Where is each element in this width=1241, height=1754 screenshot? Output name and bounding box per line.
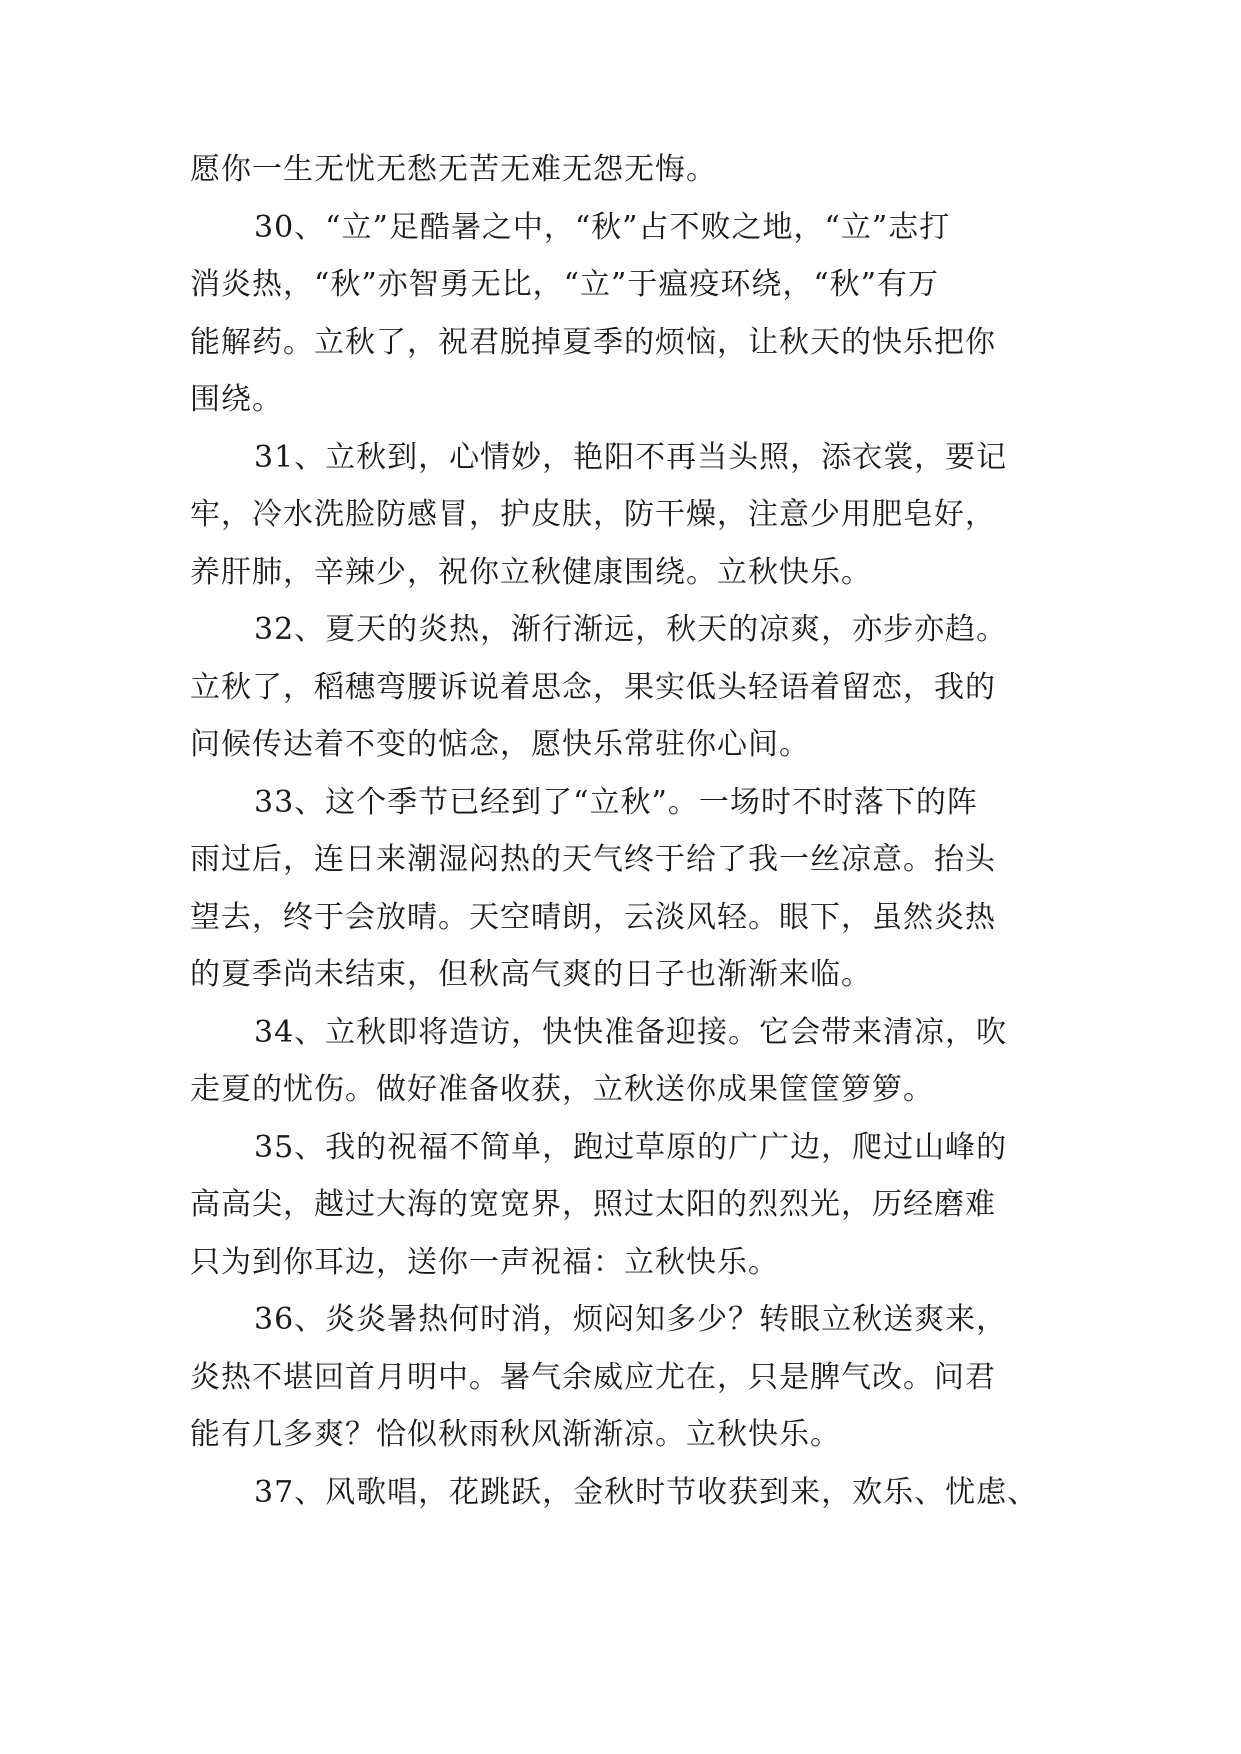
text-line: 牢，冷水洗脸防感冒，护皮肤，防干燥，注意少用肥皂好， <box>190 497 996 532</box>
text-line: 望去，终于会放晴。天空晴朗，云淡风轻。眼下，虽然炎热 <box>190 899 996 935</box>
text-line: 只为到你耳边，送你一声祝福：立秋快乐。 <box>190 1244 779 1280</box>
text-line: 高高尖，越过大海的宽宽界，照过太阳的烈烈光，历经磨难 <box>190 1187 996 1222</box>
text-line: 31、立秋到，心情妙，艳阳不再当头照，添衣裳，要记 <box>254 439 1008 475</box>
text-line: 立秋了，稻穗弯腰诉说着思念，果实低头轻语着留恋，我的 <box>190 669 996 705</box>
text-line: 36、炎炎暑热何时消，烦闷知多少？转眼立秋送爽来， <box>254 1302 1008 1337</box>
text-line: 34、立秋即将造访，快快准备迎接。它会带来清凉，吹 <box>254 1014 1008 1050</box>
text-line: 33、这个季节已经到了“立秋”。一场时不时落下的阵 <box>254 784 978 820</box>
text-line: 能解药。立秋了，祝君脱掉夏季的烦恼，让秋天的快乐把你 <box>190 324 996 360</box>
text-line: 炎热不堪回首月明中。暑气余威应尤在，只是脾气改。问君 <box>190 1359 996 1395</box>
text-line: 问候传达着不变的惦念，愿快乐常驻你心间。 <box>190 727 810 762</box>
text-line: 37、风歌唱，花跳跃，金秋时节收获到来，欢乐、忧虑、 <box>254 1474 1039 1510</box>
text-line: 35、我的祝福不简单，跑过草原的广广边，爬过山峰的 <box>254 1129 1008 1165</box>
text-line: 32、夏天的炎热，渐行渐远，秋天的凉爽，亦步亦趋。 <box>254 612 1008 647</box>
text-line: 愿你一生无忧无愁无苦无难无怨无悔。 <box>190 152 717 187</box>
text-line: 30、“立”足酷暑之中，“秋”占不败之地，“立”志打 <box>254 209 951 245</box>
text-line: 走夏的忧伤。做好准备收获，立秋送你成果筐筐箩箩。 <box>190 1072 934 1107</box>
text-line: 养肝肺，辛辣少，祝你立秋健康围绕。立秋快乐。 <box>190 554 872 590</box>
text-line: 雨过后，连日来潮湿闷热的天气终于给了我一丝凉意。抬头 <box>190 842 996 877</box>
text-line: 围绕。 <box>190 382 283 417</box>
text-line: 的夏季尚未结束，但秋高气爽的日子也渐渐来临。 <box>190 957 872 992</box>
text-line: 消炎热，“秋”亦智勇无比，“立”于瘟疫环绕，“秋”有万 <box>190 267 940 302</box>
text-line: 能有几多爽？恰似秋雨秋风渐渐凉。立秋快乐。 <box>190 1417 841 1452</box>
